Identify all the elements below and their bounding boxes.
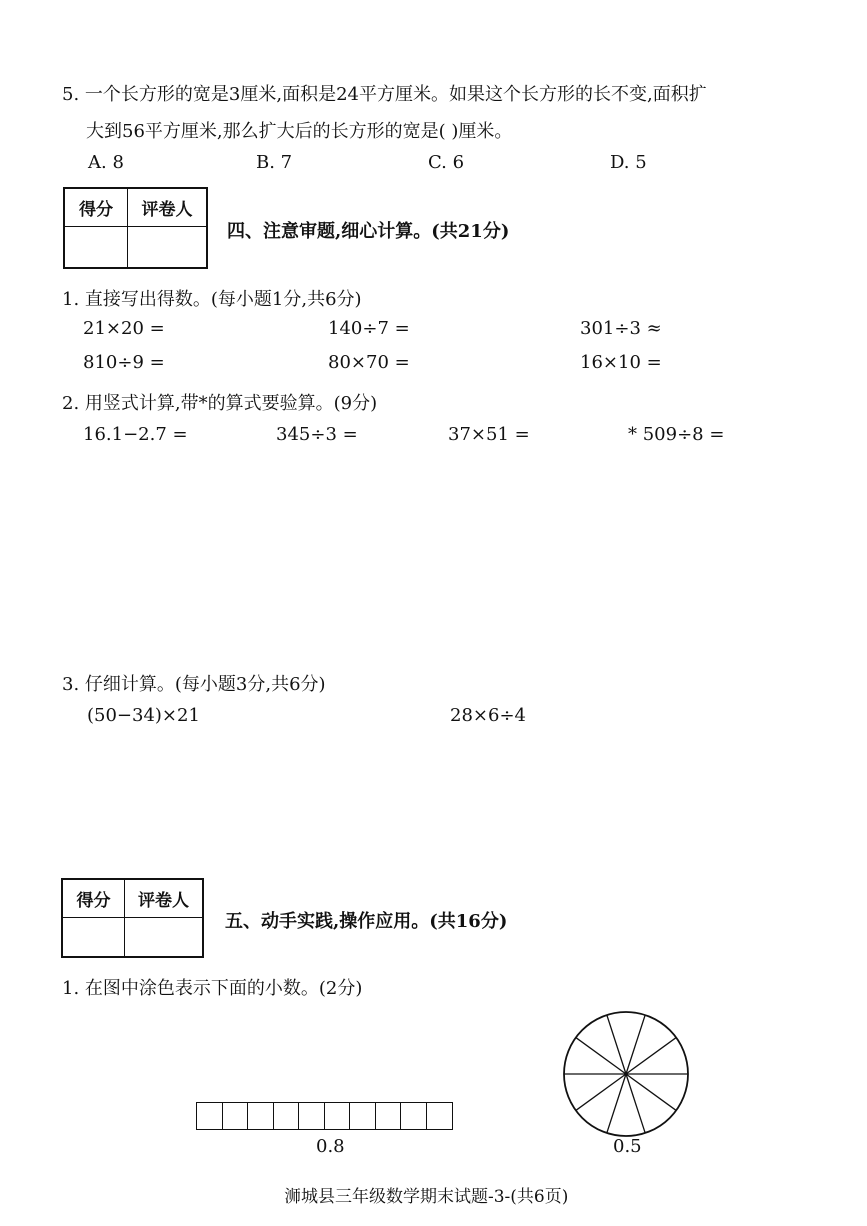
score-cell[interactable] (62, 917, 125, 957)
page-footer: 浉城县三年级数学期末试题-3-(共6页) (284, 1187, 569, 1207)
s5-q1-label: 1. 在图中涂色表示下面的小数。(2分) (62, 978, 363, 999)
bar-cell[interactable] (248, 1103, 274, 1129)
bar-cell[interactable] (197, 1103, 223, 1129)
s4-q2-label: 2. 用竖式计算,带*的算式要验算。(9分) (62, 393, 378, 414)
circle-sector-divider (626, 1015, 645, 1074)
s4-q2-item: * 509÷8 = (628, 424, 725, 445)
circle-sector-divider (607, 1074, 626, 1133)
s4-q1-item: 301÷3 ≈ (580, 318, 662, 339)
q5-option-b: B. 7 (256, 152, 293, 173)
bar-cell[interactable] (274, 1103, 300, 1129)
circle-sector-divider (576, 1074, 626, 1110)
s4-q1-item: 21×20 = (83, 318, 165, 339)
section4-title: 四、注意审题,细心计算。(共21分) (227, 221, 510, 242)
bar-cell[interactable] (299, 1103, 325, 1129)
score-label: 得分 (64, 188, 128, 226)
circle-sector-divider (576, 1038, 626, 1074)
bar-cell[interactable] (427, 1103, 453, 1129)
bar-cell[interactable] (350, 1103, 376, 1129)
section5-title: 五、动手实践,操作应用。(共16分) (225, 911, 508, 932)
circle-decimal-label: 0.5 (613, 1136, 642, 1157)
grader-label: 评卷人 (128, 188, 208, 226)
bar-decimal-label: 0.8 (316, 1136, 345, 1157)
bar-cell[interactable] (401, 1103, 427, 1129)
grader-label: 评卷人 (125, 879, 204, 917)
s4-q2-item: 37×51 = (448, 424, 530, 445)
s4-q2-item: 345÷3 = (276, 424, 358, 445)
s4-q1-item: 80×70 = (328, 352, 410, 373)
score-cell[interactable] (64, 226, 128, 268)
s4-q1-label: 1. 直接写出得数。(每小题1分,共6分) (62, 289, 362, 310)
s4-q2-item: 16.1−2.7 = (83, 424, 188, 445)
q5-option-d: D. 5 (610, 152, 647, 173)
score-label: 得分 (62, 879, 125, 917)
bar-cell[interactable] (223, 1103, 249, 1129)
grader-cell[interactable] (128, 226, 208, 268)
bar-cell[interactable] (325, 1103, 351, 1129)
s4-q1-item: 140÷7 = (328, 318, 410, 339)
decimal-bar-diagram[interactable] (196, 1102, 453, 1130)
circle-sector-divider (626, 1074, 645, 1133)
circle-sector-divider (626, 1038, 676, 1074)
score-box-section5 (61, 878, 204, 958)
s4-q3-item: 28×6÷4 (450, 705, 526, 726)
decimal-circle-diagram[interactable] (558, 1010, 694, 1140)
circle-sector-divider (626, 1074, 676, 1110)
q5-line2: 大到56平方厘米,那么扩大后的长方形的宽是( )厘米。 (86, 121, 513, 142)
s4-q3-item: (50−34)×21 (87, 705, 200, 726)
q5-option-a: A. 8 (88, 152, 124, 173)
q5-option-c: C. 6 (428, 152, 465, 173)
q5-line1: 5. 一个长方形的宽是3厘米,面积是24平方厘米。如果这个长方形的长不变,面积扩 (62, 84, 707, 105)
s4-q1-item: 16×10 = (580, 352, 662, 373)
score-box-section4 (63, 187, 208, 269)
s4-q1-item: 810÷9 = (83, 352, 165, 373)
s4-q3-label: 3. 仔细计算。(每小题3分,共6分) (62, 674, 326, 695)
circle-sector-divider (607, 1015, 626, 1074)
bar-cell[interactable] (376, 1103, 402, 1129)
grader-cell[interactable] (125, 917, 204, 957)
